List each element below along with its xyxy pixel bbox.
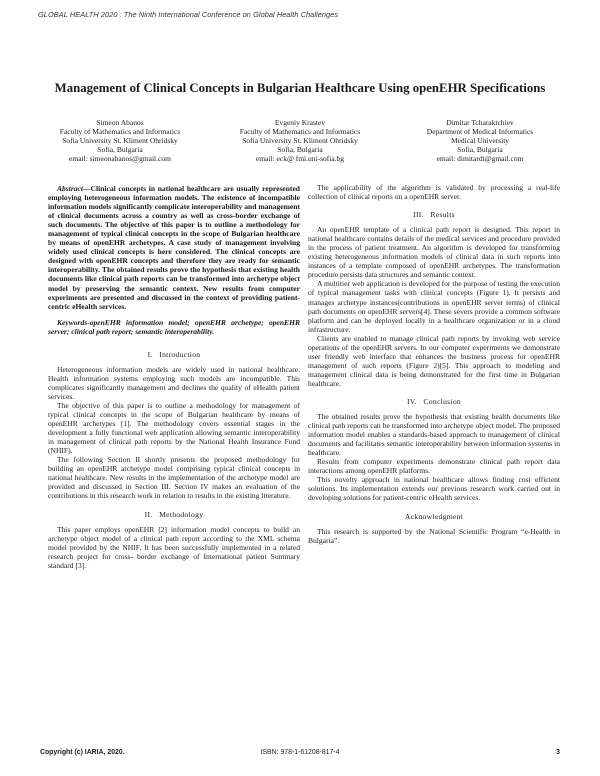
author-city: Sofia, Bulgaria — [457, 145, 503, 155]
section-heading-acknowledgment — [308, 512, 560, 521]
section-number: IV. — [406, 396, 417, 406]
author-univ: Sofia University St. Kliment Ohridsky — [242, 136, 358, 146]
author-city: Sofia, Bulgaria — [97, 145, 143, 155]
author-name: Dimitar Tcharaktchiev — [446, 118, 514, 127]
paragraph: A multitier web application is developed for the purpose of testing the execution of typical management tasks with clinical concepts (Figure 1). It persists and manages archetype instances(contributions in openEHR server terms) of clinical path documents on openEHR servers[4]. These severs provide a common software platform and can be deployed locally in a healthcare organization or in a cloud infrastructure. — [308, 279, 560, 334]
author-3 — [390, 118, 570, 163]
section-name: Results — [430, 210, 455, 220]
section-heading-conclusion — [308, 397, 560, 406]
section-heading-results — [308, 210, 560, 219]
paragraph: This novelty approach in national healthcare allows finding cost efficient solutions. Its implementation extends our previous research work carried out in developing solutions for patient-centric eHealth services. — [308, 475, 560, 503]
author-email: email: eck@ fmi.uni-sofia.bg — [255, 154, 345, 164]
section-name: Methodology — [159, 509, 204, 519]
abstract-label: Abstract— — [57, 184, 91, 193]
abstract — [48, 184, 300, 311]
left-column — [48, 184, 300, 570]
section-number: II. — [144, 509, 153, 519]
paragraph: The following Section II shortly presents the proposed methodology for building an openEHR archetype model comprising typical clinical concepts in national healthcare. New results in the implementation of the archetype model are provided and discussed in Section III. Section IV makes an evaluation of the contributions in this research work in relation to results in the existing literature. — [48, 455, 300, 501]
paper-title: Management of Clinical Concepts in Bulgarian Healthcare Using openEHR Specifications — [54, 81, 546, 95]
author-name: Evgeniy Krastev — [274, 118, 326, 127]
paragraph: The objective of this paper is to outline a methodology for management of typical clinical concepts in the scope of Bulgarian healthcare by means of openEHR archetypes [1]. The methodology covers essential stages in the development a fully functional web application allowing semantic interoperability in management of clinical path reports by the National Health Insurance Fund (NHIF). — [48, 400, 300, 456]
section-name: Acknowledgment — [404, 511, 464, 521]
keywords-text: openEHR information model; openEHR archetype; openEHR server; clinical path report; semantic interoperability. — [48, 317, 300, 336]
paragraph: An openEHR template of a clinical path report is designed. This report in national healthcare contains details of the medical services and procedure provided in the process of patient treatment. An algorithm is developed for transforming existing heterogeneous information models of clinical data in such reports into instances of a template composed of openEHR archetypes. The transformation procedure persists data structures and semantic context. — [308, 225, 560, 280]
section-number: III. — [413, 210, 424, 220]
author-city: Sofia, Bulgaria — [277, 145, 323, 155]
author-dept: Faculty of Mathematics and Informatics — [59, 127, 181, 137]
author-univ: Medical University — [450, 136, 510, 146]
author-email: email: dimitardt@gmail.com — [436, 154, 524, 164]
author-1 — [30, 118, 210, 163]
paragraph: Results from computer experiments demonstrate clinical path report data interactions among openEHR platforms. — [308, 457, 560, 476]
running-header: GLOBAL HEALTH 2020 : The Ninth International Conference on Global Health Challenges — [38, 10, 339, 19]
section-name: Conclusion — [423, 396, 462, 406]
section-number: I. — [147, 349, 153, 359]
author-univ: Sofia University St. Kliment Ohridsky — [62, 136, 178, 146]
paragraph: Heterogeneous information models are widely used in national healthcare. Health information systems employing such models are incompatible. This complicates significantly management and declines the quality of eHealth patient services. — [48, 364, 300, 401]
paragraph: The obtained results prove the hypothesis that existing health documents like clinical path reports can be transformed into archetype object model. The proposed information model enables a standards-based approach to management of clinical documents and facilitates semantic interoperability between information systems in healthcare. — [308, 412, 560, 458]
right-column — [308, 183, 560, 545]
paragraph: The applicability of the algorithm is validated by processing a real-life collection of clinical reports on a openEHR server. — [308, 183, 560, 202]
keywords — [48, 318, 300, 336]
section-name: Introduction — [159, 349, 201, 359]
keywords-label: Keywords- — [57, 317, 90, 327]
section-heading-methodology — [48, 510, 300, 519]
author-dept: Department of Medical Informatics — [426, 127, 534, 137]
isbn: ISBN: 978-1-61208-817-4 — [260, 749, 340, 756]
author-2 — [210, 118, 390, 163]
author-name: Simeon Abanos — [96, 118, 144, 127]
paragraph: This paper employs openEHR [2] information model concepts to build an archetype object model of a clinical path report according to the XML schema model provided by the NHIF. It has been successfully implemented in a related research project for cross- border exchange of International patient Summary standard [3]. — [48, 524, 300, 570]
abstract-text: Clinical concepts in national healthcare are usually represented employing heterogeneous information models. The existence of incompatible information models significantly complicate interoperability and management of clinical documents across a country as well as cross-border exchange of such documents. The objective of this paper is to outline a methodology for management of typical clinical concepts in the scope of Bulgarian healthcare by means of openEHR archetypes. A case study of management involving widely used clinical concepts is here considered. The clinical concepts are designed with openEHR concepts and therefore they are ready for semantic interoperability. The obtained results prove the hypothesis that existing health documents like clinical path reports can be transformed into archetype object model by preserving the semantic context. New results from computer experiments are presented and discussed in the context of providing patient- centric eHealth services. — [48, 184, 300, 311]
section-heading-introduction — [48, 350, 300, 359]
page-number: 3 — [556, 749, 560, 756]
author-email: email: simeonabanos@gmail.com — [69, 154, 171, 164]
paragraph: This research is supported by the National Scientific Program “e-Health in Bulgaria”. — [308, 526, 560, 545]
author-block — [30, 118, 570, 163]
author-dept: Faculty of Mathematics and Informatics — [239, 127, 361, 137]
copyright: Copyright (c) IARIA, 2020. — [40, 749, 125, 756]
paragraph: Clients are enabled to manage clinical path reports by invoking web service operations of the openEHR servers. In our computer experiments we demonstrate user friendly web interface that enhances the business process for openEHR management of such reports (Figure 2)[5]. This approach to modeling and management clinical data is being demonstrated for the first time in Bulgarian healthcare. — [308, 333, 560, 388]
